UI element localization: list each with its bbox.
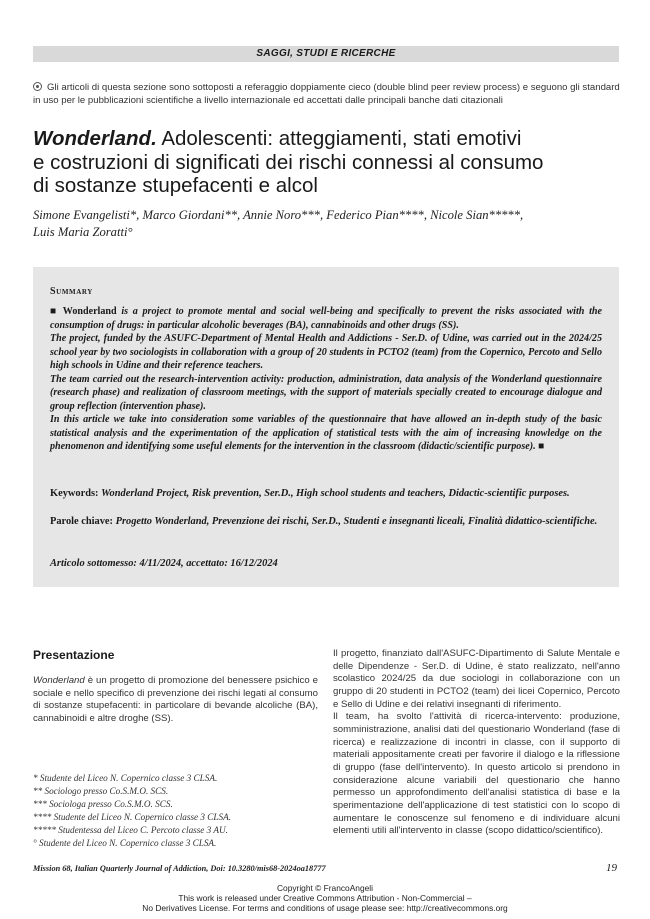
presentazione-text: [33, 675, 318, 725]
parole-chiave-value: Progetto Wonderland, Prevenzione dei rischi, Ser.D., Studenti e insegnanti liceali, Finalità didattico-scientifiche.: [115, 516, 598, 527]
keywords-label: Keywords:: [50, 488, 99, 499]
summary-heading: Summary: [50, 286, 93, 297]
title-line-2: e costruzioni di significati dei rischi connessi al consumo: [33, 150, 544, 174]
keywords-value: Wonderland Project, Risk prevention, Ser.D., High school students and teachers, Didactic-scientific purposes.: [101, 488, 570, 499]
keywords: [50, 487, 602, 501]
article-title: [33, 127, 623, 198]
right-paragraph-1: Il progetto, finanziato dall'ASUFC-Dipartimento di Salute Mentale e delle Dipendenze - Ser.D. di Udine, è stato realizzato, nell'anno scolastico 2024/25 da due sociologi in collaborazione con un gruppo di 20 studenti in PCTO2 (team) dei licei Copernico, Percoto e Sello di Udine e dei relativi insegnanti di riferimento.: [333, 648, 620, 710]
title-line-1: Adolescenti: atteggiamenti, stati emotivi: [156, 127, 522, 150]
license-line-2: This work is released under Creative Commons Attribution - Non-Commercial –: [178, 893, 472, 904]
summary-paragraph-3: The team carried out the research-intervention activity: production, administration, data analysis of the Wonderland questionnaire (research phase) and realization of classroom meetings, with the support of materials specially created to encourage dialogue and group reflection (intervention phase).: [50, 373, 602, 412]
footnote: *** Sociologa presso Co.S.M.O. SCS.: [33, 799, 173, 810]
submission-dates: Articolo sottomesso: 4/11/2024, accettato: 16/12/2024: [50, 558, 278, 569]
license-line-1: Copyright © FrancoAngeli: [276, 883, 373, 893]
footnotes: [33, 772, 318, 851]
right-column-text: [333, 648, 620, 838]
presentazione-heading: Presentazione: [33, 648, 115, 662]
bullet-square: ■: [50, 306, 63, 317]
footnote: ° Studente del Liceo N. Copernico classe 3 CLSA.: [33, 838, 217, 849]
summary-paragraph-1: is a project to promote mental and social well-being and specifically to prevent the risks associated with the consumption of drugs: in particular alcoholic beverages (BA), cannabinoids and other drugs (SS).: [50, 306, 602, 331]
summary-lead-word: Wonderland: [62, 306, 117, 317]
summary-text: [50, 305, 602, 454]
authors-line-2: Luis Maria Zoratti°: [33, 225, 133, 239]
license-line-3: No Derivatives License. For terms and conditions of usage please see: http://creativecommons.org: [142, 903, 508, 914]
end-square: ■: [535, 441, 545, 452]
footnote: **** Studente del Liceo N. Copernico classe 3 CLSA.: [33, 812, 232, 823]
parole-chiave: [50, 515, 602, 529]
presentazione-body: è un progetto di promozione del benessere psichico e sociale e nello specifico di prevenzione dei rischi legati al consumo di sostanze stupefacenti: in particolare di bevande alcoliche (BA), cannabinoidi e altre droghe (SS).: [33, 675, 318, 724]
section-header: SAGGI, STUDI E RICERCHE: [33, 46, 619, 62]
title-lead: Wonderland.: [33, 127, 157, 150]
journal-footer: Mission 68, Italian Quarterly Journal of Addiction, Doi: 10.3280/mis68-2024oa18777: [33, 864, 326, 873]
license-notice: [0, 883, 650, 914]
peer-review-icon: [33, 82, 42, 91]
parole-chiave-label: Parole chiave:: [50, 516, 113, 527]
footnote: ** Sociologo presso Co.S.M.O. SCS.: [33, 786, 169, 797]
peer-review-text: Gli articoli di questa sezione sono sottoposti a referaggio doppiamente cieco (double blind peer review process) e seguono gli standard in uso per le pubblicazioni scientifiche a livello internazionale ed accettati dalle principali banche dati citazionali: [33, 82, 620, 106]
summary-paragraph-2: The project, funded by the ASUFC-Department of Mental Health and Addictions - Ser.D. of Udine, was carried out in the 2024/25 school year by two sociologists in collaboration with a group of 20 students in PCTO2 (team) from the Copernico, Percoto and Sello high schools in Udine and their reference teachers.: [50, 333, 602, 371]
peer-review-note: [33, 81, 623, 107]
footnote: * Studente del Liceo N. Copernico classe 3 CLSA.: [33, 773, 218, 783]
page-number: 19: [606, 862, 617, 874]
authors-line-1: Simone Evangelisti*, Marco Giordani**, Annie Noro***, Federico Pian****, Nicole Sian*****,: [33, 208, 524, 222]
right-paragraph-2: Il team, ha svolto l'attività di ricerca-intervento: produzione, somministrazione, analisi dati del questionario Wonderland (fase di ricerca) e realizzazione di incontri in classe, con il supporto di materiali appositamente creati per favorire il dialogo e la riflessione di gruppo (fase dell'intervento). In questo articolo si prendono in considerazione alcune variabili del questionario che hanno permesso un approfondimento dell'analisi statistica di base e la sperimentazione dell'applicazione di test statistici con lo scopo di aumentare le conoscenze sul fenomeno e di individuare alcuni elementi utili all'intervento in classe (scopo didattico/scientifico).: [333, 711, 620, 837]
author-list: [33, 207, 623, 241]
footnote: ***** Studentessa del Liceo C. Percoto classe 3 AU.: [33, 825, 228, 836]
title-line-3: di sostanze stupefacenti e alcol: [33, 174, 318, 197]
presentazione-lead-word: Wonderland: [33, 675, 85, 686]
summary-paragraph-4: In this article we take into consideration some variables of the questionnaire that have allowed an in-depth study of the basic statistical analysis and the experimentation of the application of statistical tests with the aim of increasing knowledge on the phenomenon and identifying some useful elements for the intervention in the classroom (didactic/scientific purpose).: [50, 414, 602, 452]
